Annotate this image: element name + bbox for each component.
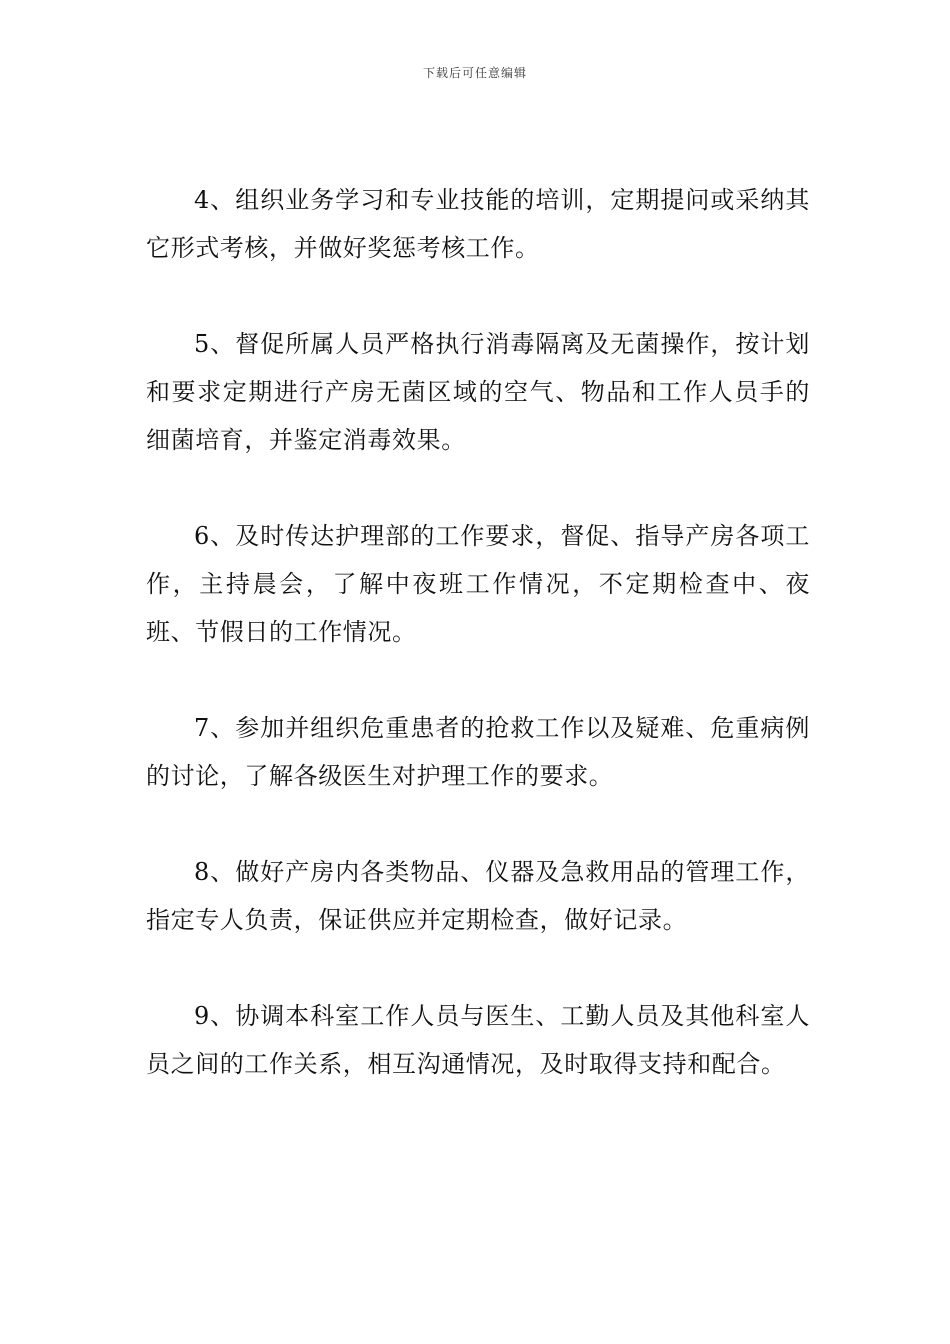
paragraph-item-5: 5、督促所属人员严格执行消毒隔离及无菌操作，按计划和要求定期进行产房无菌区域的空气、物品和工作人员手的细菌培育，并鉴定消毒效果。: [146, 330, 810, 454]
paragraph-item-9: 9、协调本科室工作人员与医生、工勤人员及其他科室人员之间的工作关系，相互沟通情况，及时取得支持和配合。: [146, 1002, 810, 1078]
paragraph-item-6: 6、及时传达护理部的工作要求，督促、指导产房各项工作，主持晨会，了解中夜班工作情况，不定期检查中、夜班、节假日的工作情况。: [146, 522, 810, 646]
document-body: [146, 176, 810, 1136]
paragraph-item-4: 4、组织业务学习和专业技能的培训，定期提问或采纳其它形式考核，并做好奖惩考核工作。: [146, 186, 810, 262]
paragraph-item-8: 8、做好产房内各类物品、仪器及急救用品的管理工作，指定专人负责，保证供应并定期检查，做好记录。: [146, 858, 810, 934]
paragraph-item-7: 7、参加并组织危重患者的抢救工作以及疑难、危重病例的讨论，了解各级医生对护理工作的要求。: [146, 714, 810, 790]
page-header: 下载后可任意编辑: [422, 66, 527, 80]
